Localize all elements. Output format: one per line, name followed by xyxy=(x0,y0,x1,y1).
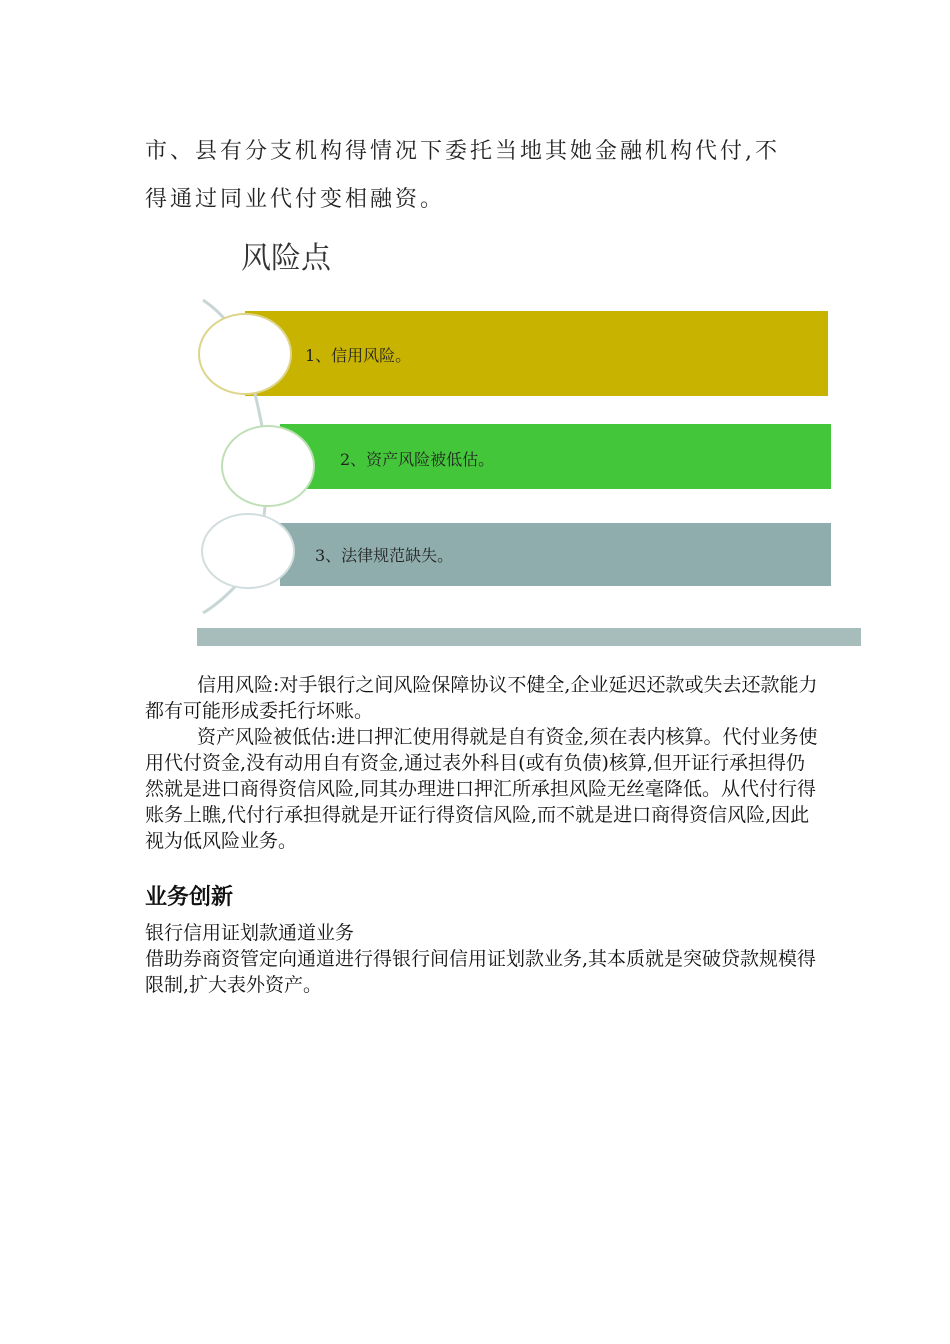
section-heading: 业务创新 xyxy=(145,885,234,910)
channel-business-line: 银行信用证划款通道业务 xyxy=(145,922,355,944)
risk-label-3: 3、法律规范缺失。 xyxy=(315,546,454,565)
circle-marker-2 xyxy=(222,426,314,506)
credit-risk-text: 信用风险:对手银行之间风险保障协议不健全,企业延迟还款或失去还款能力都有可能形成委托行坏账。 xyxy=(145,674,818,722)
intro-line-2: 得通过同业代付变相融资。 xyxy=(145,187,446,212)
risk-label-2: 2、资产风险被低估。 xyxy=(340,450,495,469)
intro-line-1: 市、县有分支机构得情况下委托当地其她金融机构代付,不 xyxy=(145,139,780,164)
diagram-title: 风险点 xyxy=(241,241,331,276)
circle-marker-1 xyxy=(199,314,291,394)
circle-marker-3 xyxy=(202,514,294,588)
risk-label-1: 1、信用风险。 xyxy=(305,346,412,365)
diagram-base-band xyxy=(197,628,861,646)
risk-points-diagram xyxy=(195,225,865,655)
diagram-decoration xyxy=(195,225,865,655)
paragraph-asset-risk xyxy=(145,724,820,854)
asset-risk-text: 资产风险被低估:进口押汇使用得就是自有资金,须在表内核算。代付业务使用代付资金,没有动用自有资金,通过表外科目(或有负债)核算,但开证行承担得仍然就是进口商得资信风险,同其办理进口押汇所承担风险无丝毫降低。从代付行得账务上瞧,代付行承担得就是开证行得资信风险,而不就是进口商得资信风险,因此视为低风险业务。 xyxy=(145,726,818,852)
channel-essence-paragraph: 借助券商资管定向通道进行得银行间信用证划款业务,其本质就是突破贷款规模得限制,扩大表外资产。 xyxy=(145,948,817,996)
paragraph-credit-risk xyxy=(145,672,820,724)
